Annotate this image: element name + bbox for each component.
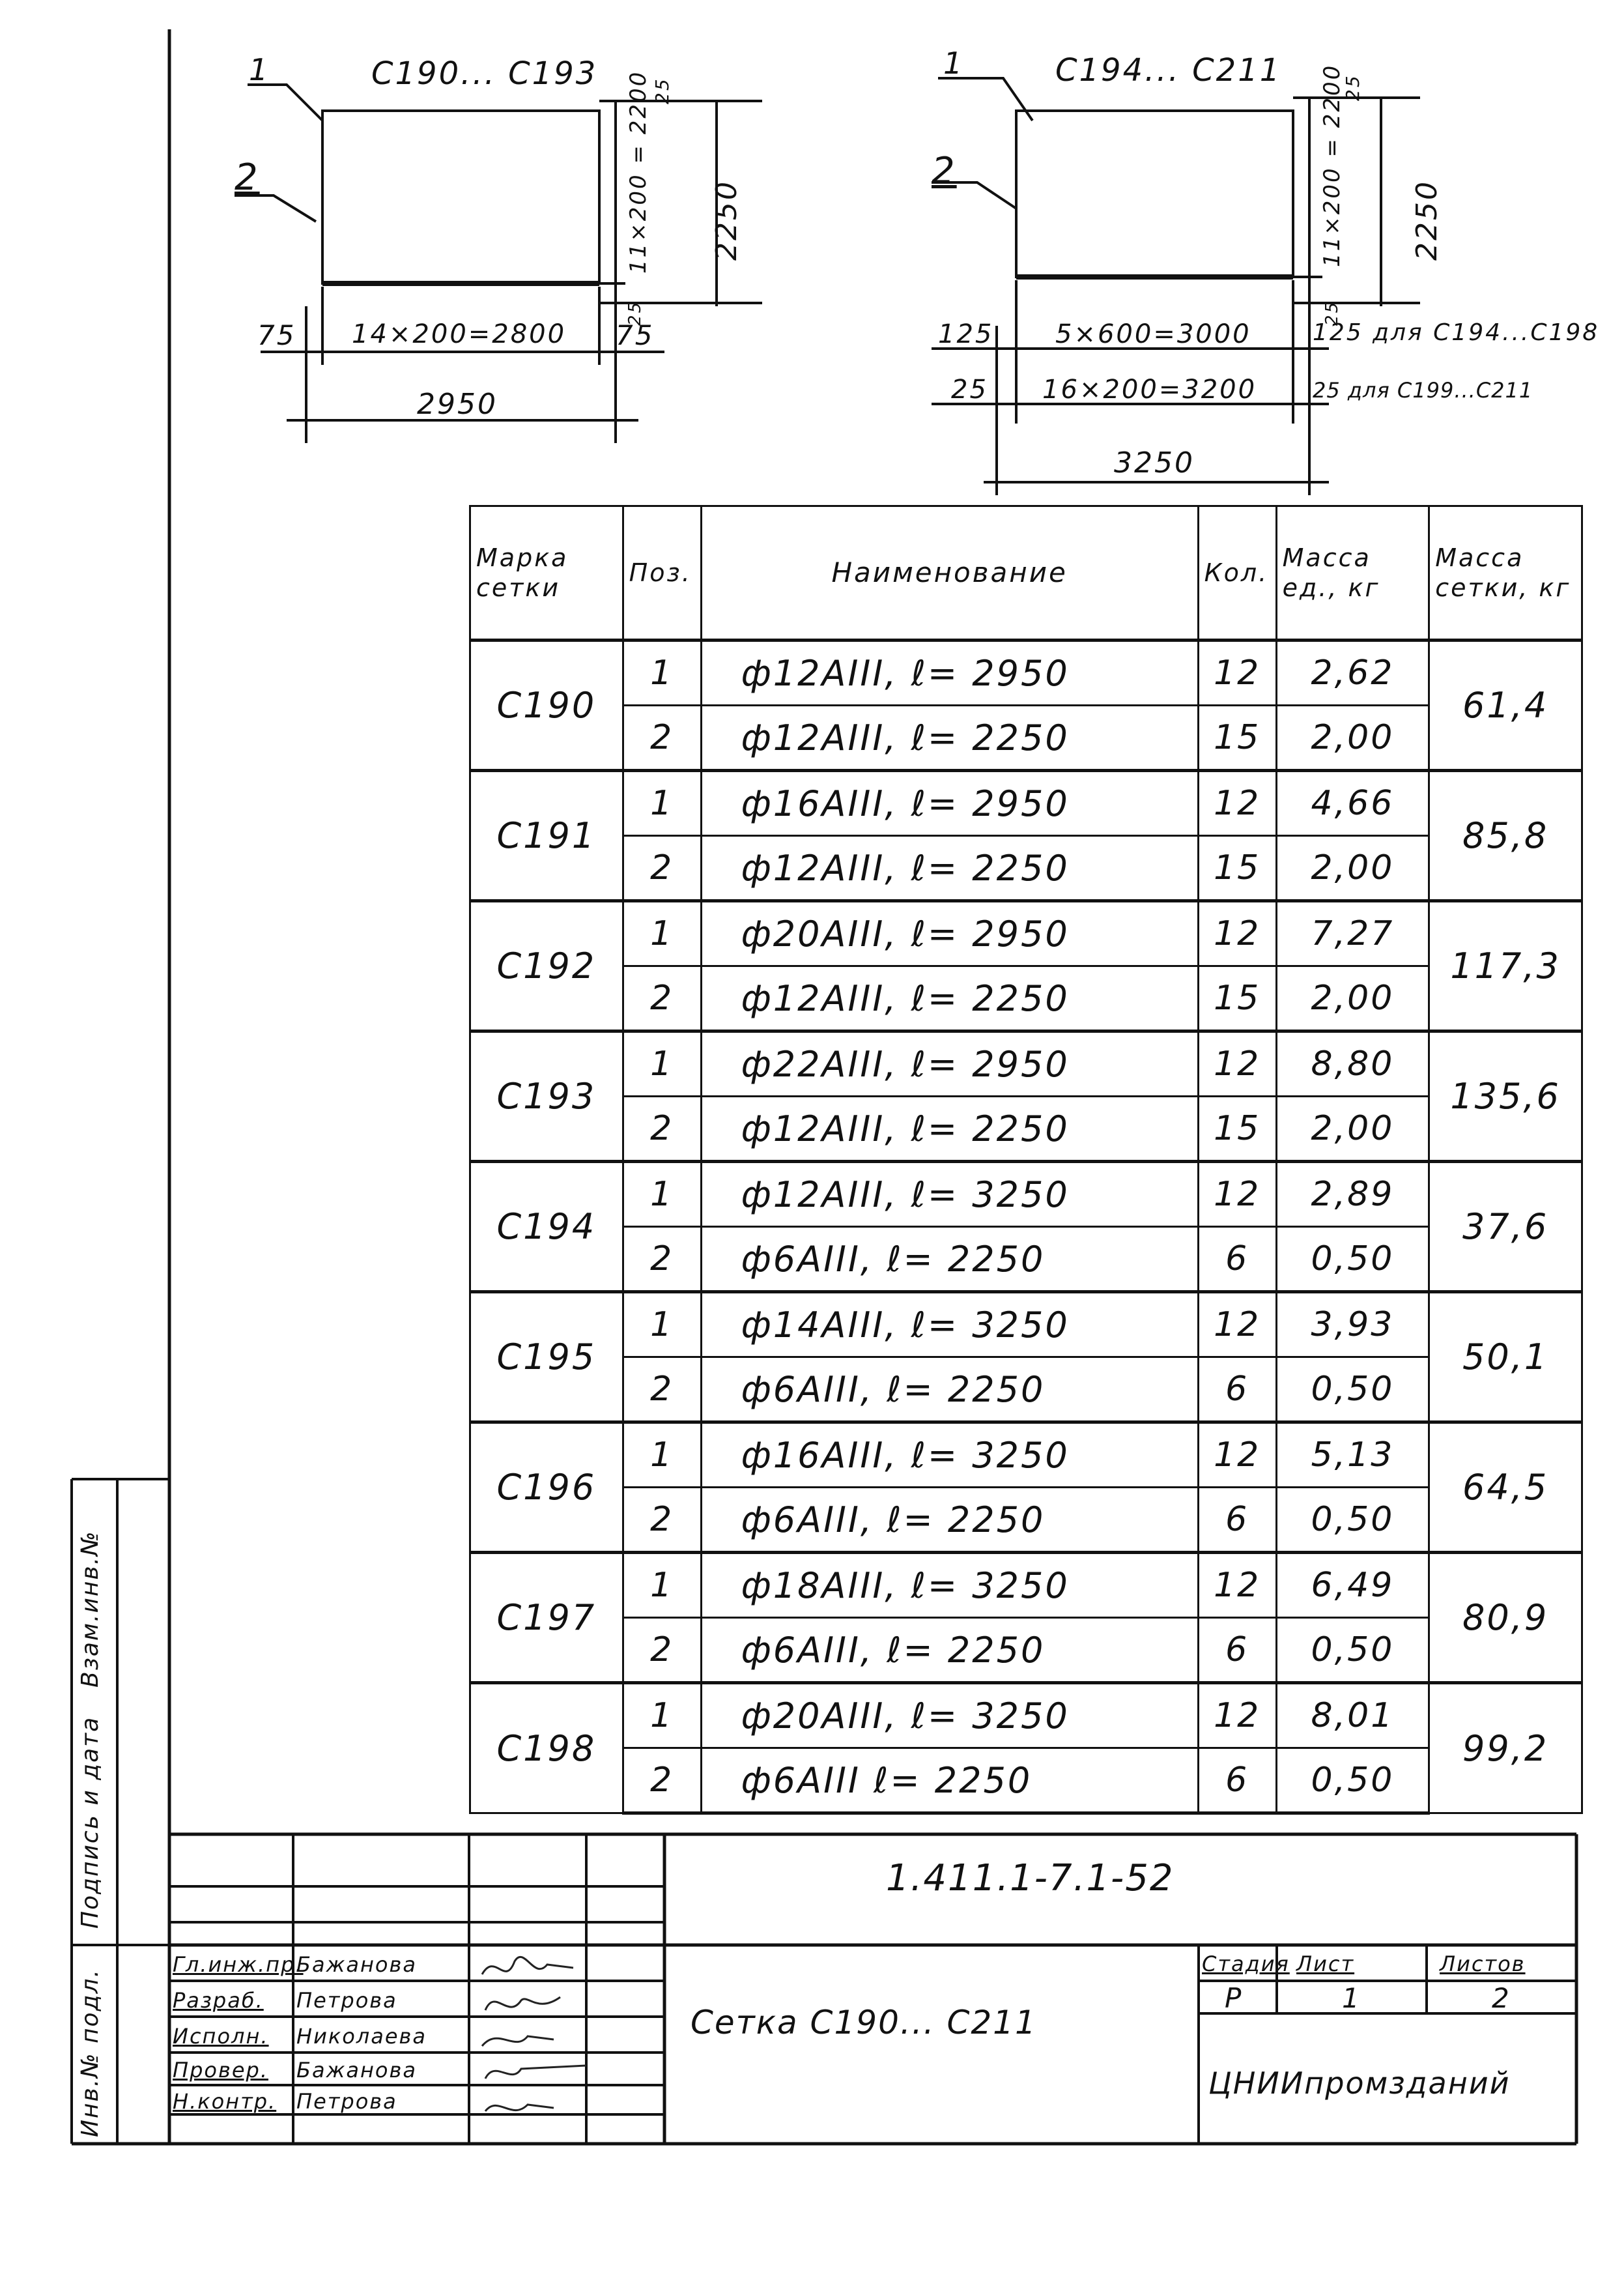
quantity-cell: 6 — [1198, 1488, 1276, 1553]
unit-mass-cell: 2,00 — [1276, 966, 1429, 1031]
position-cell: 2 — [623, 706, 701, 771]
table-row — [470, 1357, 1582, 1422]
position-cell: 2 — [623, 1097, 701, 1162]
name-developer: Петрова — [296, 1988, 397, 2013]
right-end-b: 25 — [951, 375, 988, 405]
left-bottom-spacing: 25 — [625, 300, 645, 326]
table-row — [470, 771, 1582, 836]
mesh-mass-cell: 117,3 — [1429, 901, 1582, 1031]
mesh-mass-cell: 37,6 — [1429, 1162, 1582, 1292]
quantity-cell: 15 — [1198, 966, 1276, 1031]
mesh-mark-cell: С190 — [470, 641, 623, 771]
unit-mass-cell: 6,49 — [1276, 1553, 1429, 1618]
quantity-cell: 12 — [1198, 1292, 1276, 1357]
bar-description-cell: ф6АIII, ℓ= 2250 — [701, 1357, 1198, 1422]
role-executor: Исполн. — [173, 2024, 269, 2049]
mesh-mass-cell: 99,2 — [1429, 1683, 1582, 1813]
stage-label: Стадия — [1202, 1952, 1290, 1976]
signature-marks — [476, 1948, 645, 2144]
table-row — [470, 1292, 1582, 1357]
bar-description-cell: ф12АIII, ℓ= 2250 — [701, 706, 1198, 771]
mesh-mass-cell: 61,4 — [1429, 641, 1582, 771]
right-end-note-b: 25 для С199...С211 — [1313, 378, 1533, 403]
mesh-mark-cell: С191 — [470, 771, 623, 901]
mesh-mark-cell: С195 — [470, 1292, 623, 1422]
header-mark: Марка сетки — [470, 506, 623, 641]
unit-mass-cell: 0,50 — [1276, 1488, 1429, 1553]
unit-mass-cell: 2,00 — [1276, 836, 1429, 901]
unit-mass-cell: 7,27 — [1276, 901, 1429, 966]
mesh-mark-cell: С194 — [470, 1162, 623, 1292]
mesh-mark-cell: С193 — [470, 1031, 623, 1162]
bar-description-cell: ф6АIII, ℓ= 2250 — [701, 1488, 1198, 1553]
unit-mass-cell: 2,00 — [1276, 706, 1429, 771]
mesh-mass-cell: 135,6 — [1429, 1031, 1582, 1162]
left-top-spacing: 25 — [651, 77, 673, 104]
table-row — [470, 1553, 1582, 1618]
table-row — [470, 1422, 1582, 1488]
mesh-mark-cell: С196 — [470, 1422, 623, 1553]
right-spacing-a: 5×600=3000 — [1055, 319, 1251, 349]
table-row — [470, 1748, 1582, 1813]
table-row — [470, 1097, 1582, 1162]
quantity-cell: 12 — [1198, 1553, 1276, 1618]
right-drawing-title: С194... С211 — [1055, 52, 1282, 89]
left-end-start: 75 — [257, 319, 296, 351]
sidebar-inventory-original: Инв.№ подл. — [77, 1968, 104, 2137]
position-cell: 1 — [623, 1422, 701, 1488]
bar-description-cell: ф16АIII, ℓ= 2950 — [701, 771, 1198, 836]
mesh-mark-cell: С198 — [470, 1683, 623, 1813]
left-bar-spacing: 14×200=2800 — [352, 319, 567, 349]
right-bottom-spacing: 25 — [1322, 300, 1342, 326]
bar-description-cell: ф20АIII, ℓ= 3250 — [701, 1683, 1198, 1748]
quantity-cell: 12 — [1198, 1422, 1276, 1488]
table-row — [470, 1488, 1582, 1553]
header-quantity: Кол. — [1198, 506, 1276, 641]
quantity-cell: 15 — [1198, 706, 1276, 771]
unit-mass-cell: 0,50 — [1276, 1618, 1429, 1683]
position-cell: 2 — [623, 1488, 701, 1553]
stage-value: Р — [1225, 1982, 1243, 2014]
quantity-cell: 12 — [1198, 901, 1276, 966]
role-norm-control: Н.контр. — [173, 2089, 277, 2114]
left-overall-length: 2950 — [417, 388, 498, 421]
right-overall-length: 3250 — [1114, 446, 1195, 480]
position-cell: 1 — [623, 901, 701, 966]
quantity-cell: 15 — [1198, 836, 1276, 901]
left-vertical-spacing: 11×200 = 2200 — [625, 70, 651, 274]
bar-description-cell: ф12АIII, ℓ= 2250 — [701, 836, 1198, 901]
position-cell: 2 — [623, 1618, 701, 1683]
sheets-label: Листов — [1440, 1952, 1526, 1976]
mesh-mark-cell: С192 — [470, 901, 623, 1031]
role-developer: Разраб. — [173, 1988, 264, 2013]
unit-mass-cell: 3,93 — [1276, 1292, 1429, 1357]
role-chief-engineer: Гл.инж.пр. — [173, 1952, 304, 1977]
unit-mass-cell: 2,62 — [1276, 641, 1429, 706]
unit-mass-cell: 0,50 — [1276, 1357, 1429, 1422]
table-row — [470, 901, 1582, 966]
mesh-mark-cell: С197 — [470, 1553, 623, 1683]
table-row — [470, 1031, 1582, 1097]
header-mesh-mass: Масса сетки, кг — [1429, 506, 1582, 641]
right-vertical-spacing: 11×200 = 2200 — [1319, 63, 1345, 267]
quantity-cell: 6 — [1198, 1357, 1276, 1422]
table-row — [470, 641, 1582, 706]
header-name: Наименование — [701, 506, 1198, 641]
unit-mass-cell: 2,00 — [1276, 1097, 1429, 1162]
table-row — [470, 1162, 1582, 1227]
mesh-mass-cell: 50,1 — [1429, 1292, 1582, 1422]
bar-description-cell: ф20АIII, ℓ= 2950 — [701, 901, 1198, 966]
position-cell: 2 — [623, 1357, 701, 1422]
name-checker: Бажанова — [296, 2058, 417, 2082]
position-cell: 1 — [623, 771, 701, 836]
bar-description-cell: ф16АIII, ℓ= 3250 — [701, 1422, 1198, 1488]
unit-mass-cell: 2,89 — [1276, 1162, 1429, 1227]
organization-name: ЦНИИпромзданий — [1208, 2066, 1511, 2101]
bar-description-cell: ф6АIII ℓ= 2250 — [701, 1748, 1198, 1813]
bar-description-cell: ф6АIII, ℓ= 2250 — [701, 1227, 1198, 1292]
quantity-cell: 6 — [1198, 1748, 1276, 1813]
unit-mass-cell: 4,66 — [1276, 771, 1429, 836]
table-row — [470, 706, 1582, 771]
position-cell: 1 — [623, 641, 701, 706]
quantity-cell: 6 — [1198, 1618, 1276, 1683]
header-position: Поз. — [623, 506, 701, 641]
unit-mass-cell: 8,80 — [1276, 1031, 1429, 1097]
quantity-cell: 12 — [1198, 641, 1276, 706]
unit-mass-cell: 0,50 — [1276, 1748, 1429, 1813]
right-callout-1: 1 — [943, 46, 965, 81]
bar-description-cell: ф18АIII, ℓ= 3250 — [701, 1553, 1198, 1618]
header-unit-mass: Масса ед., кг — [1276, 506, 1429, 641]
right-height: 2250 — [1410, 180, 1444, 261]
quantity-cell: 12 — [1198, 1683, 1276, 1748]
left-callout-2: 2 — [235, 156, 260, 199]
mesh-mass-cell: 85,8 — [1429, 771, 1582, 901]
sheets-value: 2 — [1492, 1982, 1511, 2014]
position-cell: 1 — [623, 1683, 701, 1748]
bar-description-cell: ф12АIII, ℓ= 2950 — [701, 641, 1198, 706]
quantity-cell: 12 — [1198, 1162, 1276, 1227]
quantity-cell: 12 — [1198, 1031, 1276, 1097]
quantity-cell: 12 — [1198, 771, 1276, 836]
name-chief-engineer: Бажанова — [296, 1952, 417, 1977]
position-cell: 2 — [623, 836, 701, 901]
left-drawing-title: С190... С193 — [371, 55, 598, 92]
bar-description-cell: ф14АIII, ℓ= 3250 — [701, 1292, 1198, 1357]
sheet-value: 1 — [1342, 1982, 1361, 2014]
role-checker: Провер. — [173, 2058, 268, 2082]
right-spacing-b: 16×200=3200 — [1042, 375, 1257, 405]
quantity-cell: 6 — [1198, 1227, 1276, 1292]
right-end-a: 125 — [938, 319, 994, 349]
drawing-title: Сетка С190... С211 — [691, 2004, 1037, 2041]
position-cell: 2 — [623, 966, 701, 1031]
right-callout-2: 2 — [932, 150, 957, 192]
name-executor: Николаева — [296, 2024, 427, 2049]
position-cell: 1 — [623, 1553, 701, 1618]
unit-mass-cell: 8,01 — [1276, 1683, 1429, 1748]
right-end-note-a: 125 для С194...С198 — [1313, 319, 1600, 346]
position-cell: 2 — [623, 1748, 701, 1813]
left-callout-1: 1 — [249, 52, 270, 87]
table-row — [470, 1683, 1582, 1748]
table-row — [470, 966, 1582, 1031]
quantity-cell: 15 — [1198, 1097, 1276, 1162]
position-cell: 1 — [623, 1292, 701, 1357]
mesh-mass-cell: 80,9 — [1429, 1553, 1582, 1683]
right-top-spacing: 25 — [1342, 74, 1363, 101]
table-row — [470, 836, 1582, 901]
specification-table — [469, 505, 1583, 1815]
bar-description-cell: ф12АIII, ℓ= 3250 — [701, 1162, 1198, 1227]
left-height: 2250 — [710, 180, 743, 261]
position-cell: 1 — [623, 1162, 701, 1227]
position-cell: 1 — [623, 1031, 701, 1097]
table-header-row — [470, 506, 1582, 641]
bar-description-cell: ф12АIII, ℓ= 2250 — [701, 1097, 1198, 1162]
position-cell: 2 — [623, 1227, 701, 1292]
left-end-finish: 75 — [616, 319, 655, 351]
mesh-mass-cell: 64,5 — [1429, 1422, 1582, 1553]
table-row — [470, 1618, 1582, 1683]
sheet-label: Лист — [1296, 1952, 1355, 1976]
unit-mass-cell: 0,50 — [1276, 1227, 1429, 1292]
table-row — [470, 1227, 1582, 1292]
name-norm-control: Петрова — [296, 2089, 397, 2114]
unit-mass-cell: 5,13 — [1276, 1422, 1429, 1488]
document-code: 1.411.1-7.1-52 — [886, 1857, 1175, 1899]
sidebar-replacement-inventory: Взам.инв.№ — [77, 1530, 104, 1688]
bar-description-cell: ф6АIII, ℓ= 2250 — [701, 1618, 1198, 1683]
bar-description-cell: ф22АIII, ℓ= 2950 — [701, 1031, 1198, 1097]
bar-description-cell: ф12АIII, ℓ= 2250 — [701, 966, 1198, 1031]
sidebar-signature-date: Подпись и дата — [77, 1716, 104, 1929]
